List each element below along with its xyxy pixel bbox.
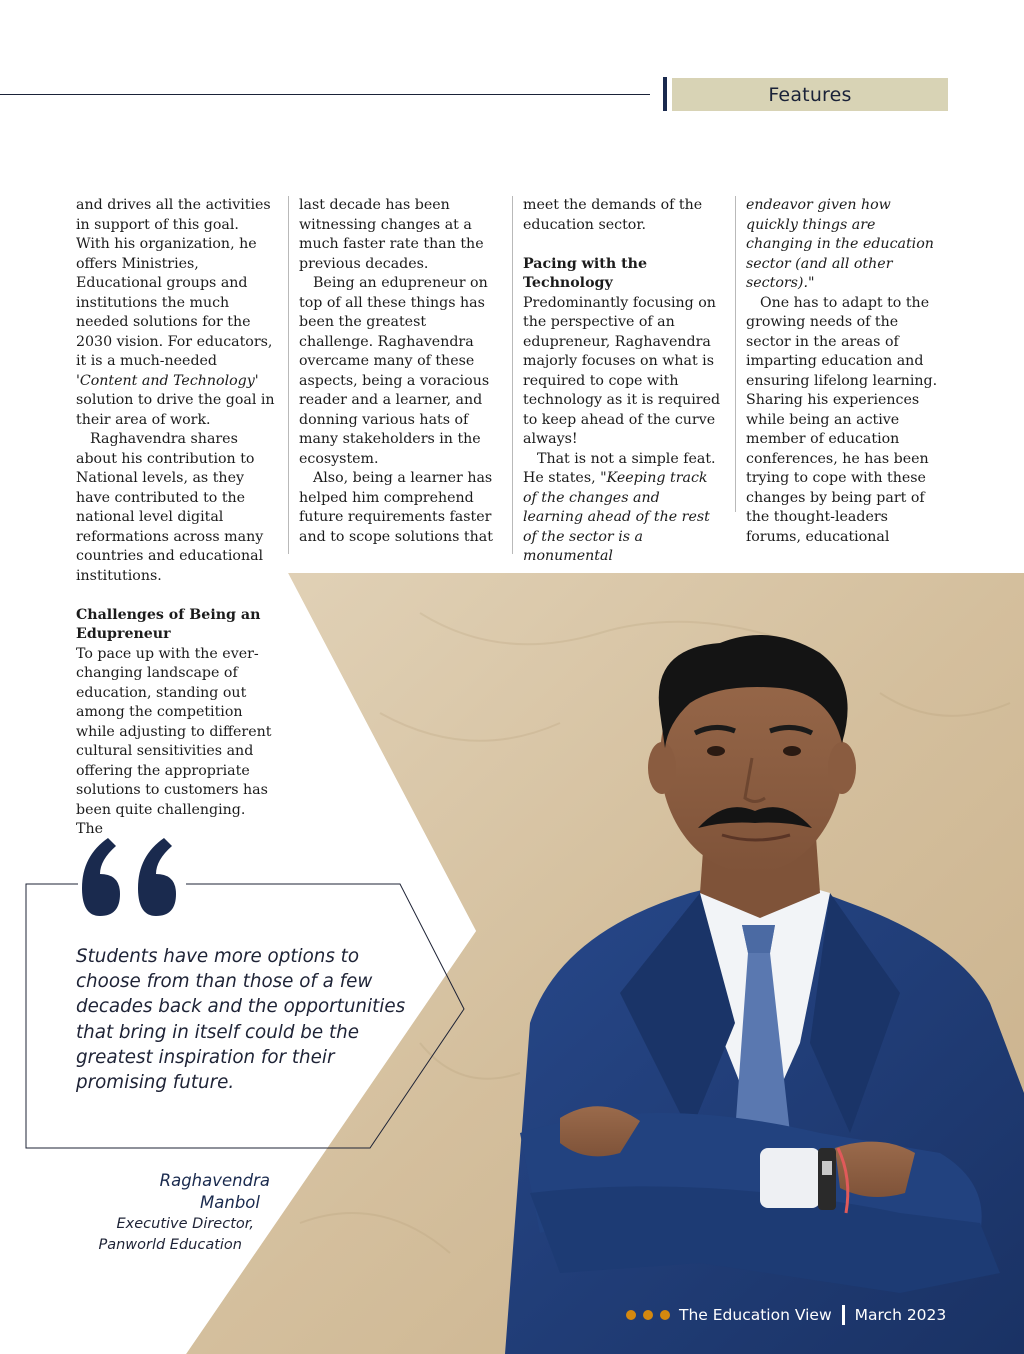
author-organization: Panworld Education: [98, 1237, 242, 1253]
author-last-name: Manbol: [200, 1193, 260, 1212]
footer-divider: [842, 1305, 845, 1325]
page-footer: [626, 1303, 946, 1327]
paragraph: and drives all the activities in support of this goal. With his organization, he offers Ministries, Educational groups and institutions the much needed solutions for the 2030 vision. For educators, it is a much-needed 'Content and Technology' solution to drive the goal in their area of work.: [76, 197, 275, 428]
subheading: Challenges of Being an Edupreneur: [76, 606, 261, 642]
paragraph: One has to adapt to the growing needs of the sector in the areas of imparting education and ensuring lifelong learning. Sharing his experiences while being an active member of education conferences, he has been trying to cope with these changes by being part of the thought-leaders forums, educational: [746, 294, 938, 545]
article-column-4: [746, 196, 946, 547]
column-divider: [288, 196, 289, 554]
paragraph: endeavor given how quickly things are changing in the education sector (and all other sectors).": [746, 197, 934, 291]
column-divider: [512, 196, 513, 554]
paragraph: Predominantly focusing on the perspective of an edupreneur, Raghavendra majorly focuses on what is required to cope with technology as it is required to keep ahead of the curve always!: [523, 294, 721, 447]
footer-dot-icon: [643, 1310, 653, 1320]
article-column-3: [523, 196, 723, 567]
publication-name: The Education View: [679, 1306, 832, 1324]
author-role: Executive Director,: [116, 1216, 254, 1232]
author-first-name: Raghavendra: [159, 1171, 270, 1190]
paragraph: Being an edupreneur on top of all these things has been the greatest challenge. Raghavendra overcame many of these aspects, being a voracious reader and a learner, and donning various hats of many stakeholders in the ecosystem.: [299, 275, 490, 467]
section-label: Features: [672, 78, 948, 111]
article-column-2: [299, 196, 499, 547]
issue-date: March 2023: [854, 1306, 947, 1324]
subheading: Pacing with the Technology: [523, 255, 647, 291]
paragraph: Also, being a learner has helped him comprehend future requirements faster and to scope solutions that: [299, 470, 493, 545]
paragraph: Raghavendra shares about his contribution to National levels, as they have contributed to the national level digital reformations across many countries and educational institutions.: [76, 431, 264, 584]
column-divider: [735, 196, 736, 512]
header-accent-bar: [663, 77, 667, 111]
header-rule: [0, 94, 650, 95]
paragraph: That is not a simple feat. He states, "Keeping track of the changes and learning ahead of the rest of the sector is a monumental: [523, 450, 716, 564]
paragraph: last decade has been witnessing changes at a much faster rate than the previous decades.: [299, 197, 484, 272]
paragraph: To pace up with the ever-changing landscape of education, standing out among the competition while adjusting to different cultural sensitivities and offering the appropriate solutions to customers has been quite challenging. The: [76, 645, 272, 837]
quote-attribution: [60, 1170, 270, 1256]
paragraph: meet the demands of the education sector.: [523, 197, 703, 233]
article-column-1: [76, 196, 276, 840]
pull-quote-text: Students have more options to choose from than those of a few decades back and the opportunities that bring in itself could be the greatest inspiration for their promising future.: [76, 946, 406, 1094]
footer-dot-icon: [626, 1310, 636, 1320]
quote-marks-icon: [78, 826, 190, 922]
footer-dot-icon: [660, 1310, 670, 1320]
